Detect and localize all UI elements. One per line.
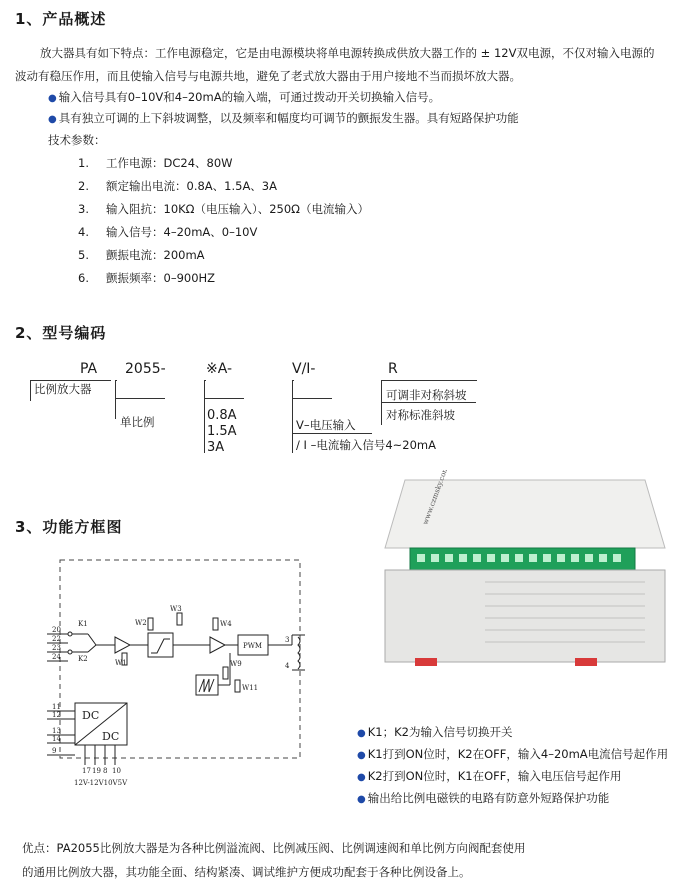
code-2055: 2055- [125, 361, 166, 377]
intro-line-2: 波动有稳压作用，而且使输入信号与电源共地，避免了老式放大器由于用户接地不当而损坏放大器。 [15, 69, 521, 83]
label-single-proportional: 单比例 [120, 415, 155, 429]
pin-12: 12 [52, 711, 61, 719]
param-num: 3. [78, 202, 89, 216]
code-current: ※A- [206, 361, 233, 377]
pin-20: 20 [52, 626, 61, 634]
bracket-vi-line [292, 380, 294, 453]
label-voltage-input: V–电压输入 [296, 418, 356, 432]
amplifier-module-image [375, 470, 675, 670]
label-ramp-sym: 对称标准斜坡 [386, 408, 455, 422]
label-ramp-asym: 可调非对称斜坡 [386, 388, 467, 402]
label-w3: W3 [170, 605, 182, 613]
supply-label: 12V-12V10V5V [74, 779, 128, 787]
product-url-text: www.czmsky.com [421, 470, 450, 526]
pin-4: 4 [285, 662, 290, 670]
param-text: 颤振电流：200mA [106, 248, 205, 262]
advantage-line-2: 的通用比例放大器，其功能全面、结构紧凑、调试维护方便成功配套于各种比例设备上。 [22, 865, 471, 879]
bracket-vi-top [292, 398, 332, 399]
section3-heading: 3、功能方框图 [15, 518, 123, 536]
param-num: 5. [78, 248, 89, 262]
note-text: 输出给比例电磁铁的电路有防意外短路保护功能 [367, 791, 610, 805]
dc-label-top: DC [82, 709, 100, 722]
pin-17: 17 [82, 767, 91, 775]
param-text: 输入信号：4–20mA、0–10V [106, 225, 258, 239]
code-input-type: V/I- [292, 361, 316, 377]
pin-13: 13 [52, 727, 61, 735]
pin-9: 9 [52, 747, 57, 755]
label-k1: K1 [78, 620, 88, 628]
label-amplifier: 比例放大器 [34, 382, 92, 396]
label-w2: W2 [135, 619, 147, 627]
current-option: 0.8A [207, 408, 237, 423]
param-item [78, 155, 233, 171]
pin-11: 11 [52, 703, 61, 711]
section1-heading: 1、产品概述 [15, 10, 107, 28]
label-w1: W1 [115, 659, 127, 667]
note-item [357, 746, 668, 762]
param-num: 4. [78, 225, 89, 239]
note-text: K2打到ON位时，K1在OFF，输入电压信号起作用 [367, 769, 622, 783]
param-text: 输入阻抗：10KΩ（电压输入）、250Ω（电流输入） [106, 202, 369, 216]
pin-3: 3 [285, 636, 290, 644]
current-option: 3A [207, 440, 225, 455]
label-w11: W11 [242, 684, 259, 692]
code-ramp: R [388, 361, 398, 377]
pin-22: 22 [52, 635, 61, 643]
tech-params-title: 技术参数： [48, 133, 106, 147]
note-text: K1打到ON位时，K2在OFF，输入4–20mA电流信号起作用 [367, 747, 669, 761]
pin-14: 14 [52, 735, 61, 743]
pin-19: 19 [92, 767, 101, 775]
current-option: 1.5A [207, 424, 237, 439]
bracket-vi-mid [292, 433, 372, 434]
label-w9: W9 [230, 660, 242, 668]
param-item [78, 247, 205, 263]
intro-line-1: 放大器具有如下特点：工作电源稳定，它是由电源模块将单电源转换成供放大器工作的 ± 12V双电源，不仅对输入电源的 [40, 46, 655, 60]
param-item [78, 270, 215, 286]
param-text: 额定输出电流：0.8A、1.5A、3A [106, 179, 277, 193]
note-item [357, 724, 512, 740]
pin-23: 23 [52, 644, 61, 652]
dc-label-bottom: DC [102, 730, 120, 743]
product-photo [375, 470, 675, 670]
section2-heading: 2、型号编码 [15, 324, 107, 342]
label-current-input: / I –电流输入信号4~20mA [296, 438, 436, 452]
bracket-2055-top [115, 398, 165, 399]
label-pwm: PWM [243, 642, 263, 650]
feature-bullet-1 [48, 89, 440, 105]
bracket-current-top [204, 398, 244, 399]
advantage-line-1: 优点：PA2055比例放大器是为各种比例溢流阀、比例减压阀、比例调速阀和单比例方向阀配套使用 [22, 841, 526, 855]
feature-bullet-2-text: 具有独立可调的上下斜坡调整，以及频率和幅度均可调节的颤振发生器。具有短路保护功能 [58, 111, 519, 125]
feature-bullet-1-text: 输入信号具有0–10V和4–20mA的输入端，可通过拨动开关切换输入信号。 [58, 90, 441, 104]
param-text: 工作电源：DC24、80W [106, 156, 233, 170]
code-pa: PA [80, 361, 98, 377]
param-item [78, 178, 277, 194]
param-num: 2. [78, 179, 89, 193]
param-item [78, 224, 257, 240]
pin-24: 24 [52, 653, 61, 661]
label-k2: K2 [78, 655, 88, 663]
param-num: 1. [78, 156, 89, 170]
bracket-current-line [204, 380, 206, 453]
bracket-2055-line [115, 380, 117, 419]
pin-10: 10 [112, 767, 121, 775]
note-text: K1；K2为输入信号切换开关 [367, 725, 513, 739]
param-item [78, 201, 369, 217]
feature-bullet-2 [48, 110, 519, 126]
pin-8: 8 [103, 767, 108, 775]
param-num: 6. [78, 271, 89, 285]
note-item [357, 790, 609, 806]
block-diagram [30, 555, 325, 795]
note-item [357, 768, 621, 784]
param-text: 颤振频率：0–900HZ [106, 271, 216, 285]
label-w4: W4 [220, 620, 232, 628]
